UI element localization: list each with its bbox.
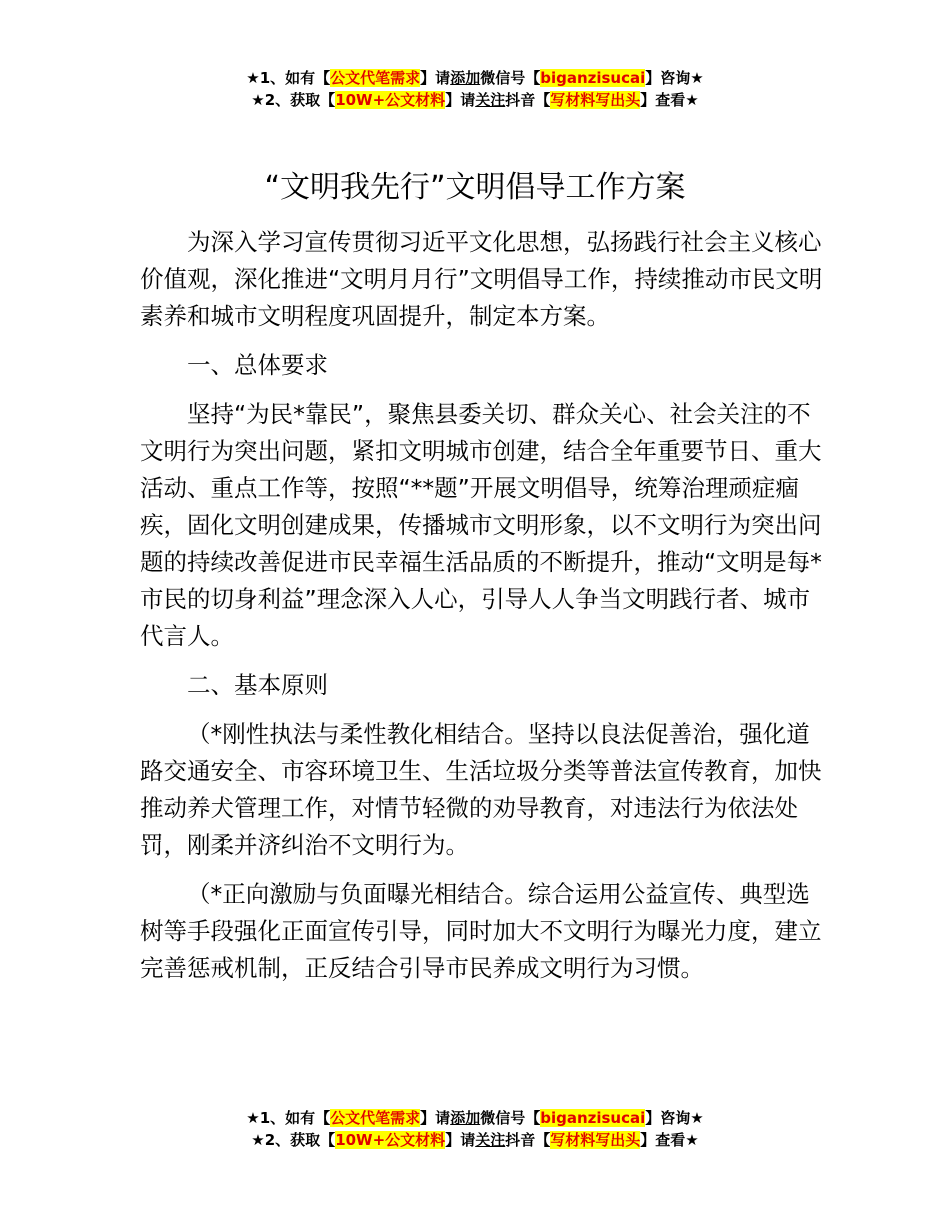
banner-text: 】查看★ <box>640 1131 699 1149</box>
banner-text: 】咨询★ <box>645 1109 704 1127</box>
banner-highlight: biganzisucai <box>540 69 646 87</box>
document-body <box>140 224 830 999</box>
paragraph: 坚持“为民*靠民”，聚焦县委关切、群众关心、社会关注的不文明行为突出问题，紧扣文明城市创建，结合全年重要节日、重大活动、重点工作等，按照“**题”开展文明倡导，统筹治理顽症痼疾，固化文明创建成果，传播城市文明形象，以不文明行为突出问题的持续改善促进市民幸福生活品质的不断提升，推动“文明是每*市民的切身利益”理念深入人心，引导人人争当文明践行者、城市代言人。 <box>140 400 822 650</box>
banner-highlight: biganzisucai <box>540 1109 646 1127</box>
paragraph: 为深入学习宣传贯彻习近平文化思想，弘扬践行社会主义核心价值观，深化推进“文明月月行”文明倡导工作，持续推动市民文明素养和城市文明程度巩固提升，制定本方案。 <box>140 228 823 330</box>
banner-highlight: 10W+公文材料 <box>335 1131 446 1149</box>
footer-banner <box>0 1107 950 1151</box>
banner-text: 抖音【 <box>505 1131 551 1149</box>
paragraph: （*正向激励与负面曝光相结合。综合运用公益宣传、典型选树等手段强化正面宣传引导，同时加大不文明行为曝光力度，建立完善惩戒机制，正反结合引导市民养成文明行为习惯。 <box>140 880 822 982</box>
banner-text: 】请 <box>420 1109 451 1127</box>
banner-underline: 关注 <box>475 91 506 109</box>
banner-underline: 添加 <box>450 1109 481 1127</box>
banner-underline: 添加 <box>450 69 481 87</box>
banner-text: 微信号【 <box>480 1109 541 1127</box>
banner-line-1 <box>0 67 950 89</box>
banner-highlight: 写材料写出头 <box>550 91 641 109</box>
header-banner <box>0 67 950 111</box>
banner-text: ★2、获取【 <box>251 91 336 109</box>
banner-text: ★1、如有【 <box>246 1109 331 1127</box>
banner-text: 微信号【 <box>480 69 541 87</box>
banner-text: 】咨询★ <box>645 69 704 87</box>
banner-text: 】请 <box>445 1131 476 1149</box>
banner-text: 抖音【 <box>505 91 551 109</box>
section-heading: 二、基本原则 <box>187 671 328 699</box>
document-title: “文明我先行”文明倡导工作方案 <box>264 170 686 205</box>
banner-highlight: 公文代笔需求 <box>330 69 421 87</box>
banner-highlight: 写材料写出头 <box>550 1131 641 1149</box>
banner-line-2 <box>0 1129 950 1151</box>
banner-text: 】请 <box>420 69 451 87</box>
banner-text: 】请 <box>445 91 476 109</box>
banner-highlight: 公文代笔需求 <box>330 1109 421 1127</box>
banner-text: 】查看★ <box>640 91 699 109</box>
banner-text: ★2、获取【 <box>251 1131 336 1149</box>
section-heading: 一、总体要求 <box>187 351 328 379</box>
banner-text: ★1、如有【 <box>246 69 331 87</box>
paragraph: （*刚性执法与柔性教化相结合。坚持以良法促善治，强化道路交通安全、市容环境卫生、生活垃圾分类等普法宣传教育，加快推动养犬管理工作，对情节轻微的劝导教育，对违法行为依法处罚，刚柔并济纠治不文明行为。 <box>140 720 822 859</box>
banner-highlight: 10W+公文材料 <box>335 91 446 109</box>
banner-underline: 关注 <box>475 1131 506 1149</box>
banner-line-2 <box>0 89 950 111</box>
banner-line-1 <box>0 1107 950 1129</box>
